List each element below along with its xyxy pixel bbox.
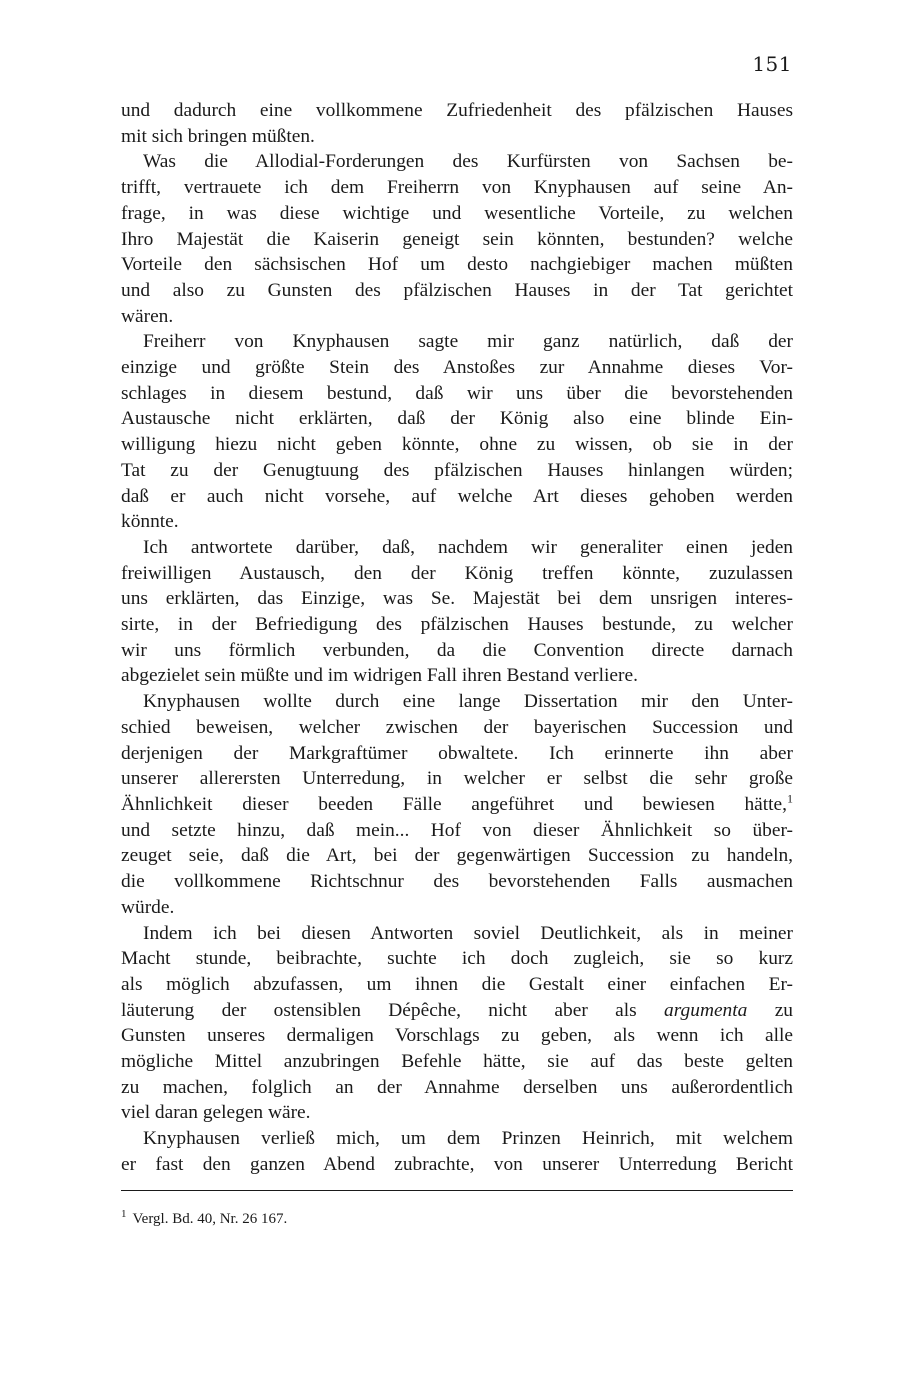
text-line: Knyphausen verließ mich, um dem Prinzen Heinrich, mit welchem	[143, 1128, 793, 1150]
text-line: Ihro Majestät die Kaiserin geneigt sein könnten, bestunden? welche	[121, 228, 793, 250]
text-line: Austausche nicht erklärten, daß der König also eine blinde Ein-	[121, 408, 793, 430]
text-line: schied beweisen, welcher zwischen der bayerischen Succession und	[121, 716, 793, 738]
text-line: einzige und größte Stein des Anstoßes zur Annahme dieses Vor-	[121, 357, 793, 379]
text-line: trifft, vertrauete ich dem Freiherrn von Knyphausen auf seine An-	[121, 177, 793, 199]
text-line: als möglich abzufassen, um ihnen die Gestalt einer einfachen Er-	[121, 973, 793, 995]
text-line: könnte.	[121, 511, 179, 533]
italic-term: argumenta	[664, 999, 748, 1021]
text-line: Vorteile den sächsischen Hof um desto nachgiebiger machen müßten	[121, 254, 793, 276]
text-line: zu machen, folglich an der Annahme derselben uns außerordentlich	[121, 1076, 793, 1098]
text-line: zeuget seie, daß die Art, bei der gegenwärtigen Succession zu handeln,	[121, 845, 793, 867]
footnote-reference[interactable]: 1	[787, 791, 793, 806]
text-line: würde.	[121, 896, 175, 918]
text-line: mit sich bringen müßten.	[121, 125, 315, 147]
text-line: wir uns förmlich verbunden, da die Convention directe darnach	[121, 639, 793, 661]
text-line: freiwilligen Austausch, den der König treffen könnte, zuzulassen	[121, 562, 793, 584]
footnote-text: Vergl. Bd. 40, Nr. 26 167.	[132, 1211, 288, 1227]
text-line: mögliche Mittel anzubringen Befehle hätte, sie auf das beste gelten	[121, 1051, 793, 1073]
text-line: er fast den ganzen Abend zubrachte, von unserer Unterredung Bericht	[121, 1153, 793, 1175]
text-line: daß er auch nicht vorsehe, auf welche Art dieses gehoben werden	[121, 485, 793, 507]
text-line: Ich antwortete darüber, daß, nachdem wir generaliter einen jeden	[143, 536, 793, 558]
text-line-content: läuterung der ostensiblen Dépêche, nicht aber als	[121, 999, 665, 1021]
text-line: und also zu Gunsten des pfälzischen Hauses in der Tat gerichtet	[121, 279, 793, 301]
text-line: die vollkommene Richtschnur des bevorstehenden Falls ausmachen	[121, 871, 793, 893]
text-line: Indem ich bei diesen Antworten soviel Deutlichkeit, als in meiner	[143, 922, 793, 944]
text-line: Was die Allodial-Forderungen des Kurfürsten von Sachsen be-	[143, 151, 793, 173]
text-line: Macht stunde, beibrachte, suchte ich doch zugleich, sie so kurz	[121, 948, 793, 970]
text-line: sirte, in der Befriedigung des pfälzischen Hauses bestunde, zu welcher	[121, 614, 793, 636]
text-line: und dadurch eine vollkommene Zufriedenheit des pfälzischen Hauses	[121, 100, 793, 121]
footnote	[121, 1209, 287, 1229]
text-line: Knyphausen wollte durch eine lange Dissertation mir den Unter-	[143, 691, 793, 713]
footnote-divider	[121, 1190, 793, 1191]
text-line-content: zu	[747, 999, 793, 1021]
text-line: und setzte hinzu, daß mein... Hof von dieser Ähnlichkeit so über-	[121, 819, 793, 841]
text-line: abgezielet sein müßte und im widrigen Fall ihren Bestand verliere.	[121, 665, 638, 687]
text-line	[121, 792, 793, 818]
footnote-mark: 1	[121, 1208, 127, 1220]
text-line: uns erklärten, das Einzige, was Se. Majestät bei dem unsrigen interes-	[121, 588, 793, 610]
page-number: 151	[752, 52, 792, 76]
text-line: unserer allerersten Unterredung, in welcher er selbst die sehr große	[121, 768, 793, 790]
text-line: derjenigen der Markgraftümer obwaltete. Ich erinnerte ihn aber	[121, 742, 793, 764]
text-line: frage, in was diese wichtige und wesentliche Vorteile, zu welchen	[121, 202, 793, 224]
text-line: Gunsten unseres dermaligen Vorschlags zu geben, als wenn ich alle	[121, 1025, 793, 1047]
text-line: willigung hiezu nicht geben könnte, ohne zu wissen, ob sie in der	[121, 434, 793, 456]
text-line-content: Ähnlichkeit dieser beeden Fälle angeführet und bewiesen hätte,	[121, 793, 787, 815]
text-line	[121, 998, 793, 1024]
text-line: wären.	[121, 305, 174, 327]
text-line: Freiherr von Knyphausen sagte mir ganz natürlich, daß der	[143, 331, 793, 353]
text-line: Tat zu der Genugtuung des pfälzischen Hauses hinlangen würden;	[121, 459, 793, 481]
text-line: viel daran gelegen wäre.	[121, 1102, 311, 1124]
text-line: schlages in diesem bestund, daß wir uns über die bevorstehenden	[121, 382, 793, 404]
body-text	[121, 98, 793, 1178]
